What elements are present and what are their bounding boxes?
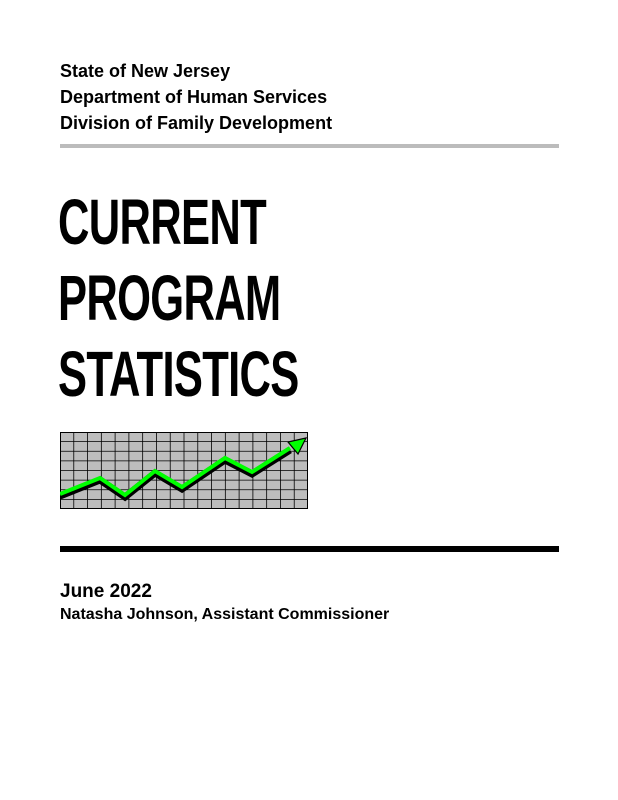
agency-header — [60, 58, 560, 136]
report-author: Natasha Johnson, Assistant Commissioner — [60, 606, 390, 623]
trend-graph-icon — [60, 432, 308, 509]
black-divider — [60, 546, 559, 552]
state-name: State of New Jersey — [60, 61, 231, 81]
gray-divider — [60, 144, 559, 148]
title-line-current: CURRENT — [58, 186, 266, 258]
department-name: Department of Human Services — [60, 87, 328, 107]
division-name: Division of Family Development — [60, 113, 333, 133]
report-date: June 2022 — [60, 581, 152, 602]
report-title — [58, 184, 478, 412]
trend-graph-svg — [60, 432, 308, 509]
title-line-program: PROGRAM — [58, 262, 281, 334]
title-line-statistics: STATISTICS — [58, 338, 299, 410]
